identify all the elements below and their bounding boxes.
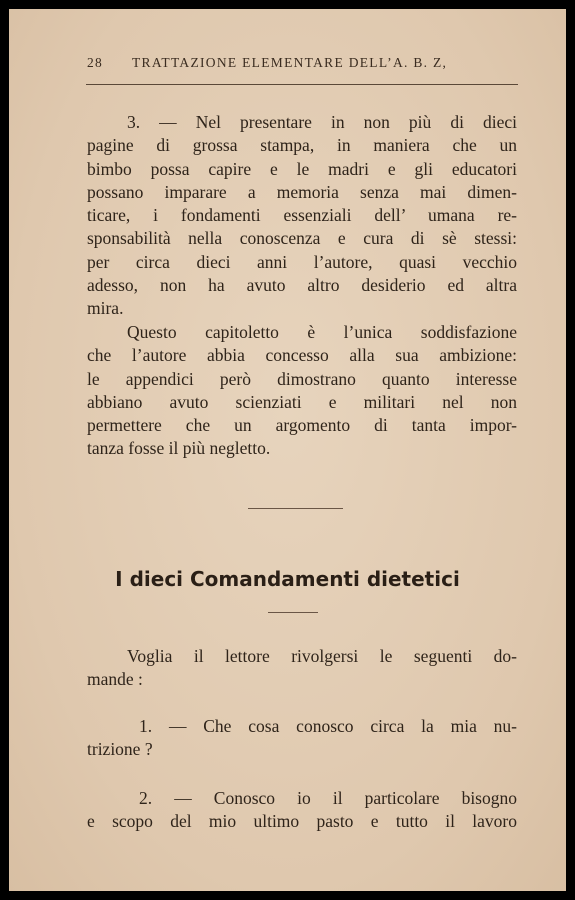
section-title: I dieci Comandamenti dietetici	[115, 567, 460, 591]
text-line: 2. — Conosco io il particolare bisogno	[139, 788, 517, 808]
text-line: che l’autore abbia concesso alla sua ambizione:	[87, 345, 517, 366]
text-line: adesso, non ha avuto altro desiderio ed altra	[87, 275, 517, 296]
question-2	[87, 787, 517, 834]
intro-paragraph	[87, 645, 517, 692]
text-line: 1. — Che cosa conosco circa la mia nu-	[139, 716, 517, 736]
text-line: tanza fosse il più negletto.	[87, 438, 271, 459]
page-number: 28	[87, 55, 104, 70]
text-line: abbiano avuto scienziati e militari nel non	[87, 391, 517, 412]
text-line: bimbo possa capire e le madri e gli educatori	[87, 158, 517, 179]
section-divider	[248, 508, 343, 509]
question-1	[87, 715, 517, 762]
paragraph-item-3	[87, 111, 517, 321]
text-line: le appendici però dimostrano quanto interesse	[87, 368, 517, 389]
text-line: pagine di grossa stampa, in maniera che un	[87, 135, 517, 156]
text-line: e scopo del mio ultimo pasto e tutto il lavoro	[87, 811, 517, 832]
text-line: Voglia il lettore rivolgersi le seguenti do-	[127, 646, 517, 666]
text-line: permettere che un argomento di tanta impor-	[87, 415, 517, 436]
text-line: mande :	[87, 669, 143, 690]
text-line: per circa dieci anni l’autore, quasi vecchio	[87, 251, 517, 272]
running-title: TRATTAZIONE ELEMENTARE DELL’A. B. Z,	[132, 55, 448, 70]
text-line: Questo capitoletto è l’unica soddisfazione	[127, 322, 517, 342]
title-underline	[268, 612, 318, 613]
text-line: ticare, i fondamenti essenziali dell’ umana re-	[87, 205, 517, 226]
text-line: sponsabilità nella conoscenza e cura di sè stessi:	[87, 228, 517, 249]
paragraph-questo	[87, 321, 517, 461]
book-page	[9, 9, 566, 891]
text-line: possano imparare a memoria senza mai dimen-	[87, 181, 517, 202]
header-rule	[86, 84, 518, 85]
text-line: mira.	[87, 298, 124, 319]
text-line: 3. — Nel presentare in non più di dieci	[127, 112, 517, 132]
text-line: trizione ?	[87, 739, 153, 760]
